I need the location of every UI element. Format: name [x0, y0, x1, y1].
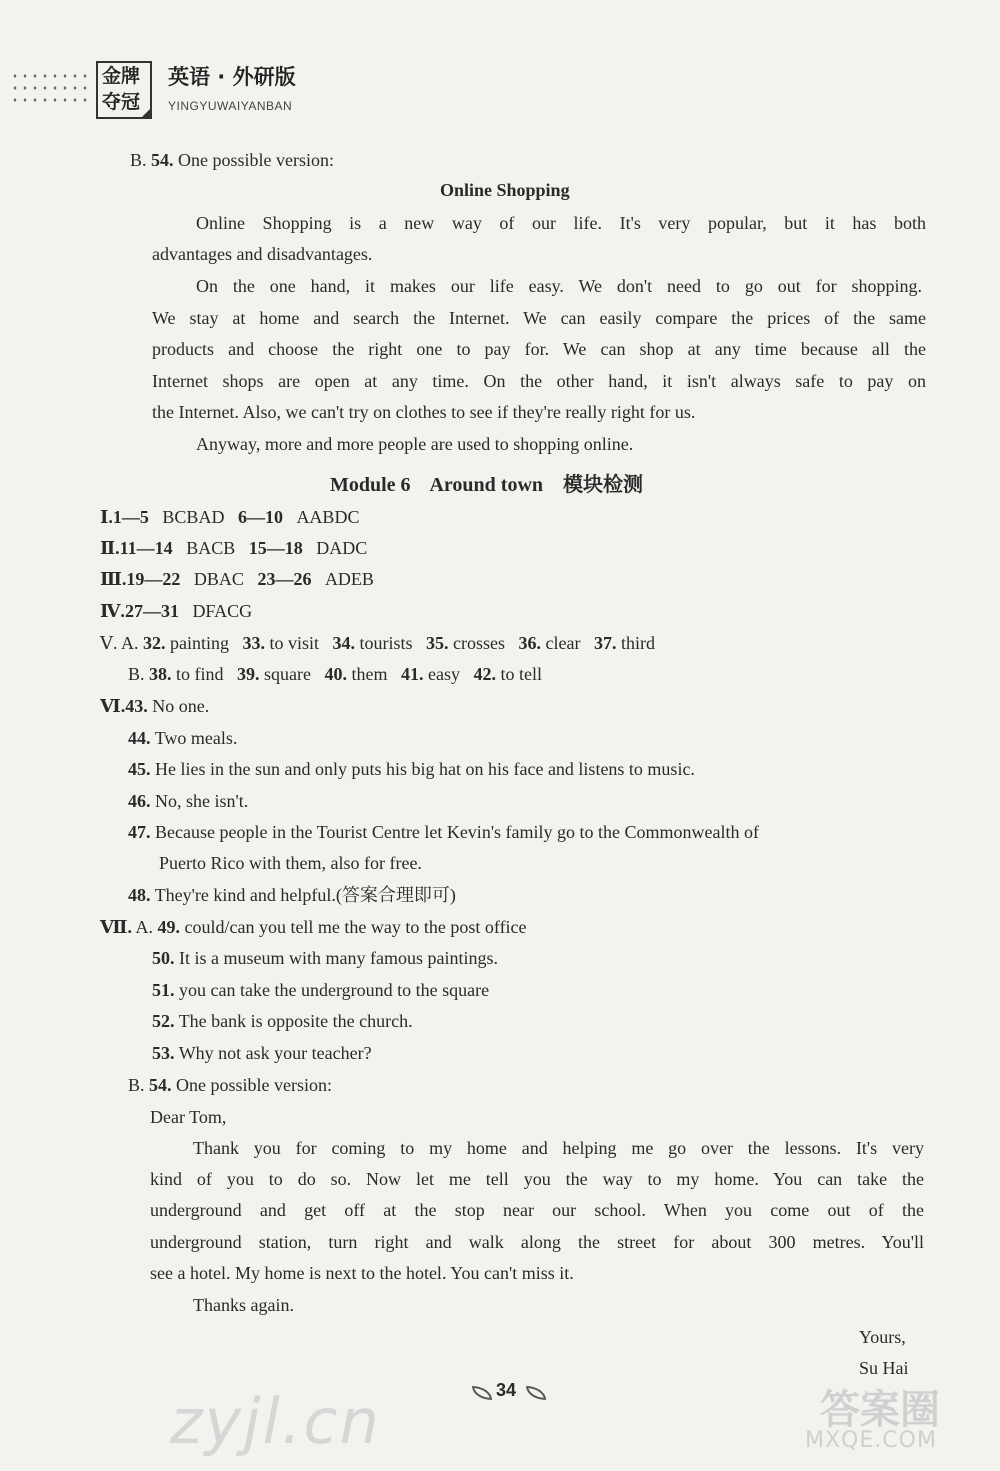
- decorative-dots: [10, 70, 90, 110]
- answers: AABDC: [296, 507, 360, 527]
- page-number: 34: [496, 1380, 517, 1400]
- essay-line: the Internet. Also, we can't try on clothes to see if they're really right for us.: [152, 402, 696, 422]
- question-number: 53.: [152, 1043, 175, 1063]
- question-number: 49.: [157, 917, 180, 937]
- letter-line: kind of you to do so. Now let me tell you the way to my home. You can take the: [150, 1169, 924, 1189]
- answer-text: painting: [170, 633, 230, 653]
- letter-intro: [128, 1074, 332, 1096]
- essay-line: Anyway, more and more people are used to shopping online.: [196, 434, 634, 454]
- answer-row-VII-A: [100, 916, 527, 938]
- answer-text: them: [351, 664, 388, 684]
- answers: DFACG: [192, 601, 253, 621]
- part-label: B.: [128, 664, 145, 684]
- answer-text: The bank is opposite the church.: [178, 1011, 413, 1031]
- answer-text: Puerto Rico with them, also for free.: [159, 853, 422, 873]
- letter-line: see a hotel. My home is next to the hotel. You can't miss it.: [150, 1263, 574, 1283]
- answers: DBAC: [193, 569, 244, 589]
- essay-title: Online Shopping: [440, 180, 570, 200]
- answer-row: [152, 947, 498, 969]
- answers: DADC: [316, 538, 368, 558]
- essay-intro: [130, 149, 334, 171]
- letter-closing: Yours,: [859, 1327, 906, 1347]
- question-number: 51.: [152, 980, 175, 1000]
- letter-line: underground and get off at the stop near our school. When you come out of the: [150, 1200, 924, 1220]
- question-number: 32.: [143, 633, 166, 653]
- answers: BCBAD: [162, 507, 225, 527]
- roman-numeral: Ⅴ.: [100, 633, 118, 653]
- answer-text: crosses: [453, 633, 506, 653]
- roman-numeral: Ⅰ.: [100, 507, 113, 527]
- logo-line-1: 金牌: [102, 65, 141, 87]
- roman-numeral: Ⅲ.: [100, 569, 127, 589]
- page-header: [0, 55, 420, 125]
- roman-numeral: Ⅳ.: [100, 601, 125, 621]
- roman-numeral: Ⅱ.: [100, 538, 120, 558]
- answer-text: tourists: [359, 633, 413, 653]
- question-number: 50.: [152, 948, 175, 968]
- part-label: B.: [130, 150, 147, 170]
- answer-text: No one.: [152, 696, 210, 716]
- question-number: 45.: [128, 759, 151, 779]
- module-title: [330, 468, 643, 497]
- question-number: 43.: [125, 696, 148, 716]
- question-number: 47.: [128, 822, 151, 842]
- question-number: 48.: [128, 885, 151, 905]
- answer-text: you can take the underground to the square: [179, 980, 490, 1000]
- logo-line-2: 夺冠: [102, 91, 141, 113]
- answer-text: Two meals.: [154, 728, 238, 748]
- module-title-text: Module 6 Around town 模块检测: [330, 474, 644, 496]
- roman-numeral: Ⅶ.: [100, 917, 132, 937]
- answer-text: third: [621, 633, 656, 653]
- brand-logo: [96, 61, 152, 119]
- answer-text: could/can you tell me the way to the post office: [184, 917, 527, 937]
- range: 15—18: [248, 538, 303, 558]
- question-number: 38.: [149, 664, 172, 684]
- range: 6—10: [237, 507, 283, 527]
- answer-text: square: [264, 664, 311, 684]
- answer-row: [152, 1042, 372, 1064]
- answer-row: [128, 821, 759, 843]
- answer-text: They're kind and helpful.(答案合理即可): [154, 885, 456, 905]
- range: 11—14: [119, 538, 173, 558]
- logo-corner: [140, 107, 152, 119]
- letter-greeting: Dear Tom,: [150, 1107, 227, 1127]
- range: 23—26: [257, 569, 312, 589]
- watermark-left: zyjl.cn: [170, 1385, 381, 1458]
- answer-row: [128, 790, 248, 812]
- range: 27—31: [124, 601, 179, 621]
- answer-row: [128, 884, 456, 906]
- question-number: 33.: [242, 633, 266, 653]
- roman-numeral: Ⅵ.: [100, 696, 126, 716]
- essay-line: advantages and disadvantages.: [152, 244, 373, 264]
- letter-signature: Su Hai: [859, 1358, 909, 1378]
- watermark-right: 答案圈: [820, 1387, 940, 1433]
- question-number: 46.: [128, 791, 151, 811]
- answers: ADEB: [324, 569, 374, 589]
- answer-text: It is a museum with many famous paintings.: [179, 948, 498, 968]
- subject-pinyin: YINGYUWAIYANBAN: [168, 99, 293, 113]
- essay-line: Online Shopping is a new way of our life. It's very popular, but it has both: [196, 213, 926, 233]
- essay-line: products and choose the right one to pay for. We can shop at any time because all the: [152, 339, 926, 359]
- answer-row: [159, 852, 422, 874]
- answer-row: [128, 758, 695, 780]
- answer-row-V-A: [100, 632, 655, 654]
- answer-text: to tell: [500, 664, 542, 684]
- answer-row-III: [100, 568, 374, 590]
- question-number: 35.: [426, 633, 449, 653]
- answer-row: [152, 979, 489, 1001]
- answer-row-I: [100, 506, 359, 528]
- answer-text: Because people in the Tourist Centre let Kevin's family go to the Commonwealth of: [155, 822, 760, 842]
- letter-line: Thank you for coming to my home and helping me go over the lessons. It's very: [193, 1138, 924, 1158]
- part-label: A.: [135, 917, 153, 937]
- answer-text: No, she isn't.: [155, 791, 249, 811]
- answer-row-II: [100, 537, 367, 559]
- letter-line: underground station, turn right and walk along the street for about 300 metres. You'll: [150, 1232, 924, 1252]
- leaf-icon: [526, 1386, 546, 1400]
- answer-text: clear: [545, 633, 581, 653]
- question-number: 54.: [149, 1075, 172, 1095]
- answer-row: [152, 1010, 413, 1032]
- answer-text: to find: [176, 664, 224, 684]
- answer-text: He lies in the sun and only puts his big hat on his face and listens to music.: [155, 759, 695, 779]
- answer-row-V-B: [128, 663, 542, 685]
- part-label: B.: [128, 1075, 145, 1095]
- answers: BACB: [186, 538, 236, 558]
- intro-text: One possible version:: [176, 1075, 332, 1095]
- answer-text: Why not ask your teacher?: [178, 1043, 372, 1063]
- answer-row: [128, 727, 237, 749]
- question-number: 41.: [401, 664, 424, 684]
- range: 1—5: [112, 507, 149, 527]
- answer-text: to visit: [269, 633, 320, 653]
- question-number: 36.: [518, 633, 542, 653]
- intro-text: One possible version:: [178, 150, 334, 170]
- question-number: 37.: [594, 633, 617, 653]
- essay-line: On the one hand, it makes our life easy. We don't need to go out for shopping.: [196, 276, 922, 296]
- question-number: 40.: [324, 664, 347, 684]
- answer-row-VI: [100, 695, 209, 717]
- question-number: 44.: [128, 728, 151, 748]
- essay-line: We stay at home and search the Internet. We can easily compare the prices of the same: [152, 308, 926, 328]
- essay-line: Internet shops are open at any time. On the other hand, it isn't always safe to pay on: [152, 371, 926, 391]
- letter-line: Thanks again.: [193, 1295, 294, 1315]
- question-number: 42.: [473, 664, 496, 684]
- part-label: A.: [121, 633, 139, 653]
- answer-row-IV: [100, 600, 252, 622]
- leaf-icon: [472, 1386, 492, 1400]
- question-number: 39.: [237, 664, 260, 684]
- question-number: 34.: [332, 633, 356, 653]
- question-number: 52.: [152, 1011, 175, 1031]
- range: 19—22: [126, 569, 181, 589]
- watermark-right-sub: MXQE.COM: [805, 1428, 937, 1453]
- page-footer: [466, 1380, 556, 1410]
- question-number: 54.: [151, 150, 174, 170]
- subject-title: 英语 · 外研版: [168, 65, 296, 89]
- answer-text: easy: [428, 664, 460, 684]
